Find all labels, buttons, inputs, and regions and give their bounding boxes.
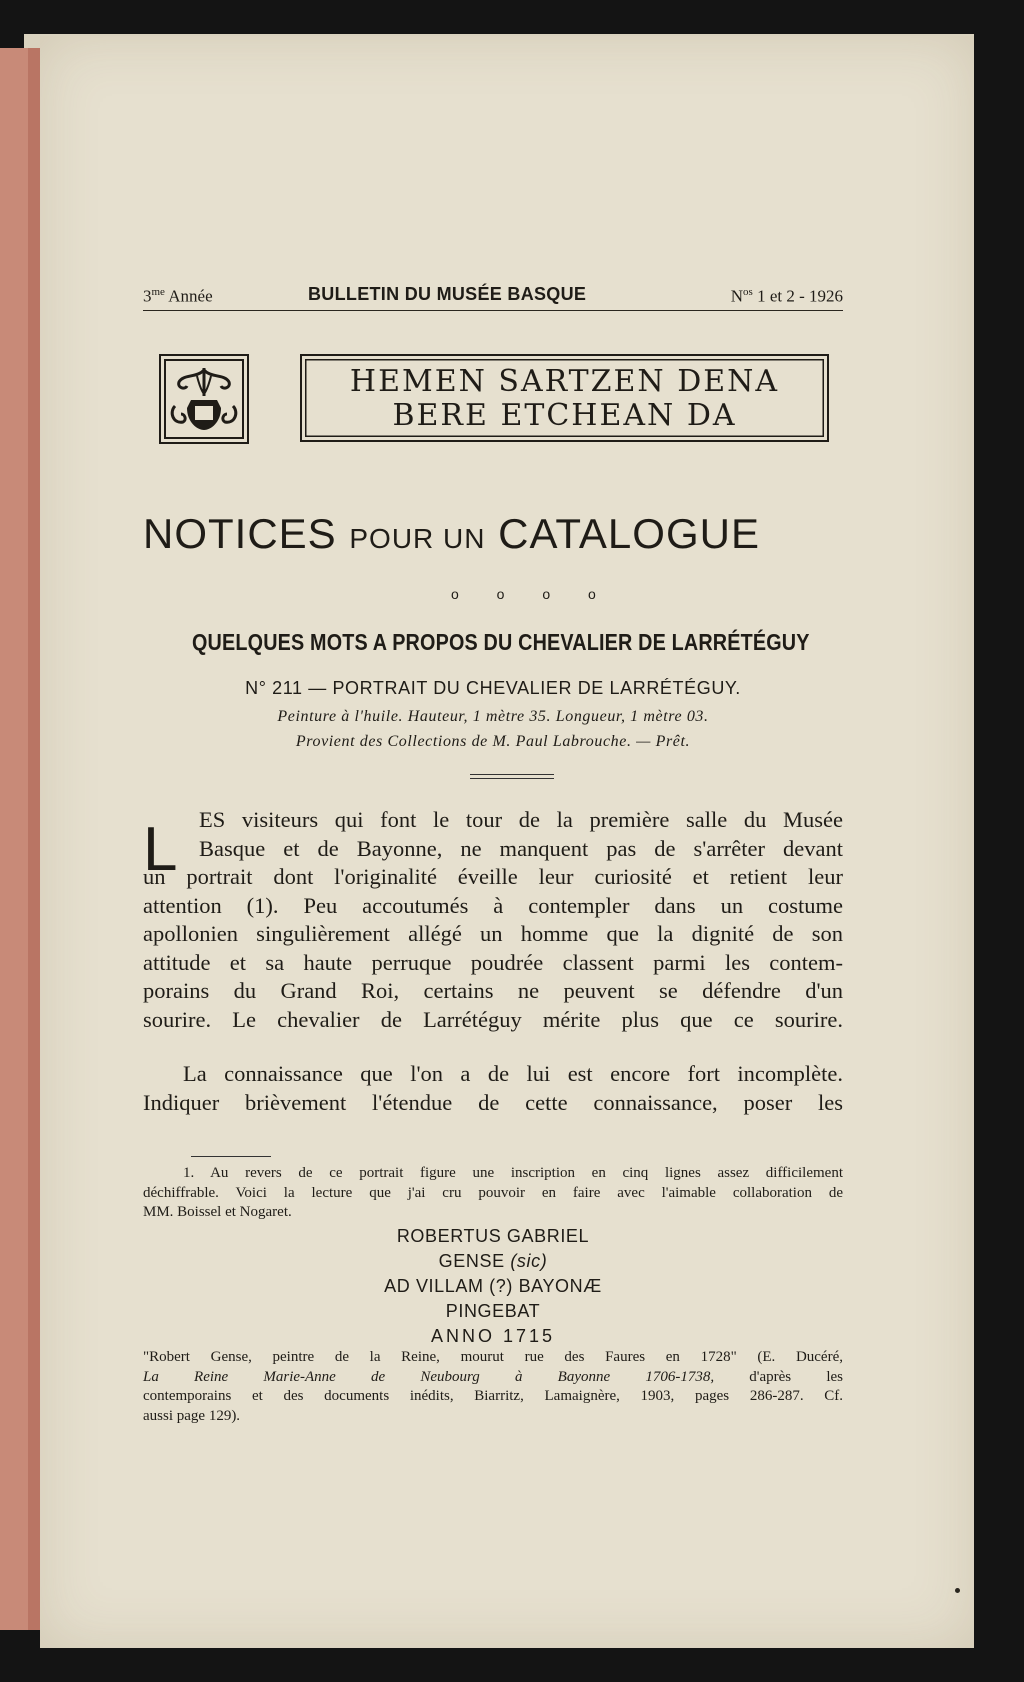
article-title: QUELQUES MOTS A PROPOS DU CHEVALIER DE LARRÉTÉGUY xyxy=(192,629,810,655)
ornament-dots: o o o o xyxy=(451,586,613,602)
motto-line-2: BERE ETCHEAN DA xyxy=(392,398,737,433)
basque-emblem-icon xyxy=(159,354,249,444)
inscription-line-1: ROBERTUS GABRIEL xyxy=(396,1226,590,1246)
footnote-1: 1. Au revers de ce portrait figure une inscription en cinq lignes assez difficilement déchiffrable. Voici la lecture que j'ai cru pouvoir en faire avec l'aimable collaboration de MM. Boissel et Nogaret. xyxy=(143,1165,843,1220)
inscription-line-2: GENSE (sic) xyxy=(438,1251,548,1271)
catalogue-entry-title: N° 211 — PORTRAIT DU CHEVALIER DE LARRÉTÉGUY. xyxy=(245,678,741,698)
header-year: $3^{me}$ Année xyxy=(143,286,213,306)
inscription-line-3: AD VILLAM (?) BAYONÆ xyxy=(384,1276,602,1296)
catalogue-entry-provenance: Provient des Collections de M. Paul Labrouche. — Prêt. xyxy=(295,733,691,750)
inscription-line-5: ANNO 1715 xyxy=(430,1326,556,1346)
page xyxy=(40,36,974,1648)
footnote-rule xyxy=(191,1156,271,1157)
motto-line-1: HEMEN SARTZEN DENA xyxy=(349,364,780,399)
running-header xyxy=(143,250,843,311)
header-issue: $N^{os}$ 1 et 2 - 1926 xyxy=(730,286,843,306)
catalogue-entry-dimensions: Peinture à l'huile. Hauteur, 1 mètre 35. Longueur, 1 mètre 03. xyxy=(277,708,709,725)
section-title: NOTICES POUR UN CATALOGUE xyxy=(143,510,760,557)
drop-cap: L xyxy=(143,815,178,884)
separator-rule xyxy=(470,774,554,779)
inscription-line-4: PINGEBAT xyxy=(445,1301,541,1321)
page-mark xyxy=(955,1588,960,1593)
body-paragraph-2: La connaissance que l'on a de lui est encore fort incomplète. Indiquer brièvement l'étendue de cette connaissance, poser les xyxy=(143,1061,843,1115)
motto-box xyxy=(300,354,829,442)
header-journal-title: BULLETIN DU MUSÉE BASQUE xyxy=(308,284,587,304)
body-paragraph-1: ES visiteurs qui font le tour de la première salle du Musée Basque et de Bayonne, ne manquent pas de s'arrêter devant un portrait dont l'originalité éveille leur curiosité et retient leur attention (1). Peu accoutumés à contempler dans un costume apollonien singulièrement allégé un homme que la dignité de son attitude et sa haute perruque poudrée classent parmi les contem- porains du Grand Roi, certains ne peuvent se défendre d'un sourire. Le chevalier de Larrétéguy mérite plus que ce sourire. xyxy=(143,807,843,1032)
footnote-citation: "Robert Gense, peintre de la Reine, mourut rue des Faures en 1728" (E. Ducéré, La Reine Marie-Anne de Neubourg à Bayonne 1706-1738, d'après les contemporains et des documents inédits, Biarritz, Lamaignère, 1903, pages 286-287. Cf. aussi page 129). xyxy=(143,1349,843,1424)
